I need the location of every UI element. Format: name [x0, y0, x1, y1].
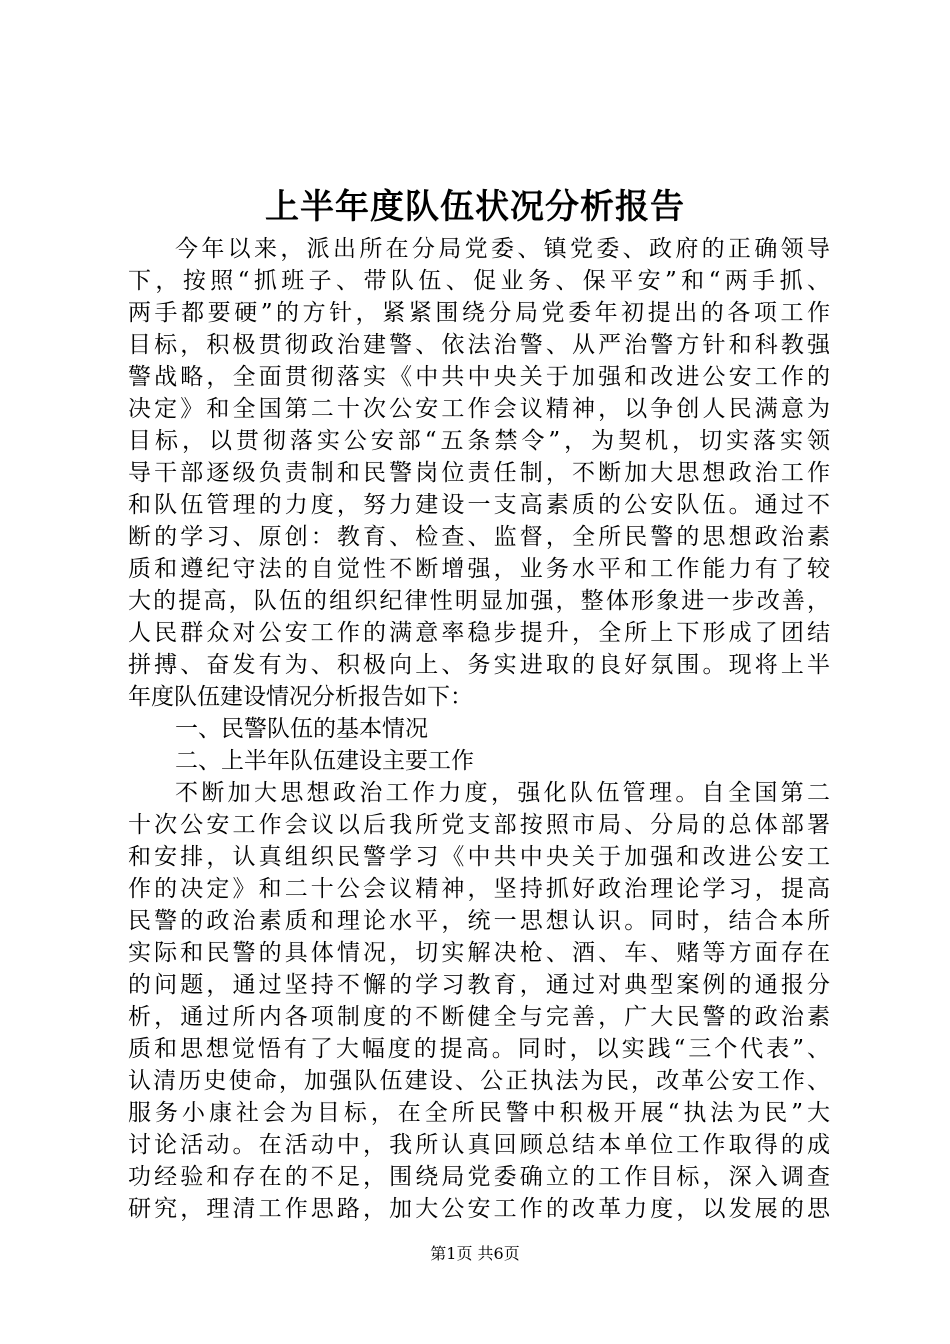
text-line: 质和思想觉悟有了大幅度的提高。同时，以实践“三个代表”、 [128, 1036, 830, 1062]
text-line: 民警的政治素质和理论水平，统一思想认识。同时，结合本所 [128, 908, 830, 934]
text-line: 研究，理清工作思路，加大公安工作的改革力度，以发展的思 [128, 1196, 830, 1222]
text-line: 作的决定》和二十公会议精神，坚持抓好政治理论学习，提高 [128, 876, 830, 902]
section-heading: 一、民警队伍的基本情况 [175, 716, 428, 742]
document-title: 上半年度队伍状况分析报告 [265, 187, 685, 227]
text-line: 拼搏、奋发有为、积极向上、务实进取的良好氛围。现将上半 [128, 652, 830, 678]
text-line: 目标，以贯彻落实公安部“五条禁令”，为契机，切实落实领 [128, 428, 830, 454]
text-line: 和安排，认真组织民警学习《中共中央关于加强和改进公安工 [128, 844, 830, 870]
document-body [128, 233, 830, 1225]
text-line: 决定》和全国第二十次公安工作会议精神，以争创人民满意为 [128, 396, 830, 422]
text-line: 两手都要硬”的方针，紧紧围绕分局党委年初提出的各项工作 [128, 300, 830, 326]
text-line: 目标，积极贯彻政治建警、依法治警、从严治警方针和科教强 [128, 332, 830, 358]
text-line: 质和遵纪守法的自觉性不断增强，业务水平和工作能力有了较 [128, 556, 830, 582]
text-line: 认清历史使命，加强队伍建设、公正执法为民，改革公安工作、 [128, 1068, 830, 1094]
text-line: 年度队伍建设情况分析报告如下： [128, 684, 473, 710]
text-line: 十次公安工作会议以后我所党支部按照市局、分局的总体部署 [128, 812, 830, 838]
text-line: 导干部逐级负责制和民警岗位责任制，不断加大思想政治工作 [128, 460, 830, 486]
text-line: 今年以来，派出所在分局党委、镇党委、政府的正确领导 [175, 236, 830, 262]
text-line: 讨论活动。在活动中，我所认真回顾总结本单位工作取得的成 [128, 1132, 830, 1158]
text-line: 警战略，全面贯彻落实《中共中央关于加强和改进公安工作的 [128, 364, 830, 390]
text-line: 和队伍管理的力度，努力建设一支高素质的公安队伍。通过不 [128, 492, 830, 518]
text-line: 不断加大思想政治工作力度，强化队伍管理。自全国第二 [175, 780, 830, 806]
page-footer: 第1页 共6页 [430, 1244, 520, 1263]
text-line: 服务小康社会为目标，在全所民警中积极开展“执法为民”大 [128, 1100, 830, 1126]
text-line: 功经验和存在的不足，围绕局党委确立的工作目标，深入调查 [128, 1164, 830, 1190]
text-line: 析，通过所内各项制度的不断健全与完善，广大民警的政治素 [128, 1004, 830, 1030]
text-line: 断的学习、原创：教育、检查、监督，全所民警的思想政治素 [128, 524, 830, 550]
text-line: 大的提高，队伍的组织纪律性明显加强，整体形象进一步改善， [128, 588, 830, 614]
section-heading: 二、上半年队伍建设主要工作 [175, 748, 474, 774]
text-line: 下，按照“抓班子、带队伍、促业务、保平安”和“两手抓、 [128, 268, 830, 294]
text-line: 的问题，通过坚持不懈的学习教育，通过对典型案例的通报分 [128, 972, 830, 998]
text-line: 人民群众对公安工作的满意率稳步提升，全所上下形成了团结 [128, 620, 830, 646]
text-line: 实际和民警的具体情况，切实解决枪、酒、车、赌等方面存在 [128, 940, 830, 966]
